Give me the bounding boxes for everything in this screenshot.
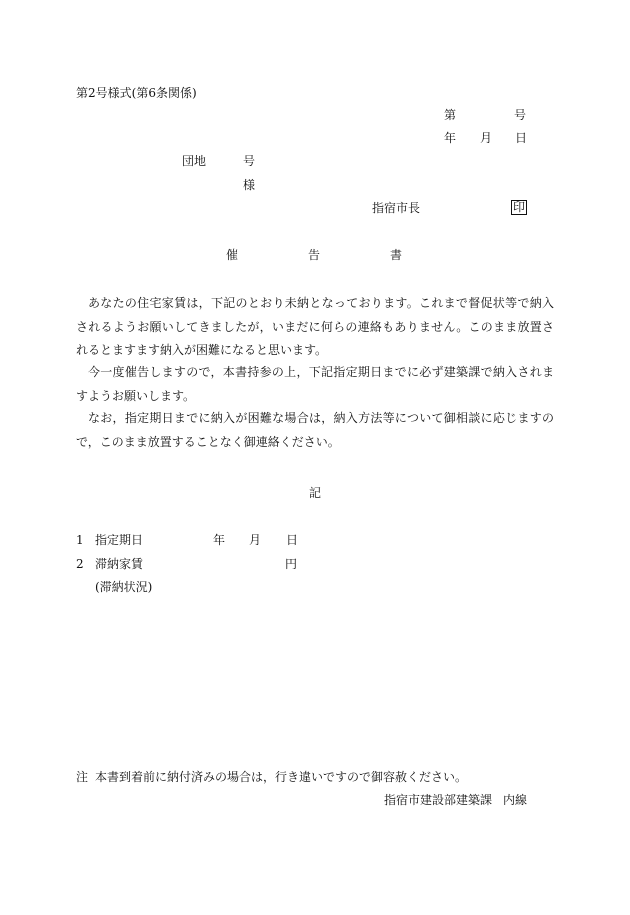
item-2-unit: 円: [285, 557, 298, 571]
arrears-status-label: (滞納状況): [95, 580, 153, 594]
item-1-year: 年: [213, 533, 226, 547]
seal-label: 印: [513, 200, 526, 214]
doc-title-char-1: 催: [226, 248, 239, 262]
form-label: 第2号様式(第6条関係): [76, 86, 197, 100]
recipient-honorific: 様: [243, 178, 256, 192]
note-text: 本書到着前に納付済みの場合は，行き違いですので御容赦ください。: [95, 770, 468, 784]
body-paragraph-3: なお，指定期日までに納入が困難な場合は，納入方法等について御相談に応じますので，このまま放置することなく御連絡ください。: [76, 411, 554, 449]
date-year: 年: [444, 131, 457, 145]
date-day: 日: [515, 131, 528, 145]
item-2-label: 滞納家賃: [95, 557, 144, 571]
item-1-day: 日: [286, 533, 299, 547]
body-paragraph-1: あなたの住宅家賃は，下記のとおり未納となっております。これまで督促状等で納入されるようお願いしてきましたが，いまだに何らの連絡もありません。このまま放置されるとますます納入が困難になると思います。: [76, 296, 554, 357]
seal-stamp: [511, 200, 527, 215]
note-mark: 注: [76, 770, 89, 784]
recipient-unit: 号: [243, 154, 256, 168]
body-paragraph-2: 今一度催告しますので，本書持参の上，下記指定期日までに必ず建築課で納入されますようお願いします。: [76, 365, 554, 403]
doc-title-char-2: 告: [308, 248, 321, 262]
item-2-number: 2: [76, 557, 84, 571]
footer-department: 指宿市建設部建築課: [384, 793, 493, 807]
footer-extension: 内線: [503, 793, 528, 807]
doc-number-suffix: 号: [514, 108, 527, 122]
date-month: 月: [480, 131, 493, 145]
doc-title-char-3: 書: [390, 248, 403, 262]
item-1-label: 指定期日: [95, 533, 144, 547]
recipient-complex: 団地: [182, 154, 207, 168]
ki-heading: 記: [309, 486, 322, 500]
sender-name: 指宿市長: [372, 201, 421, 215]
item-1-number: 1: [76, 533, 84, 547]
doc-number-prefix: 第: [444, 108, 457, 122]
item-1-month: 月: [249, 533, 262, 547]
